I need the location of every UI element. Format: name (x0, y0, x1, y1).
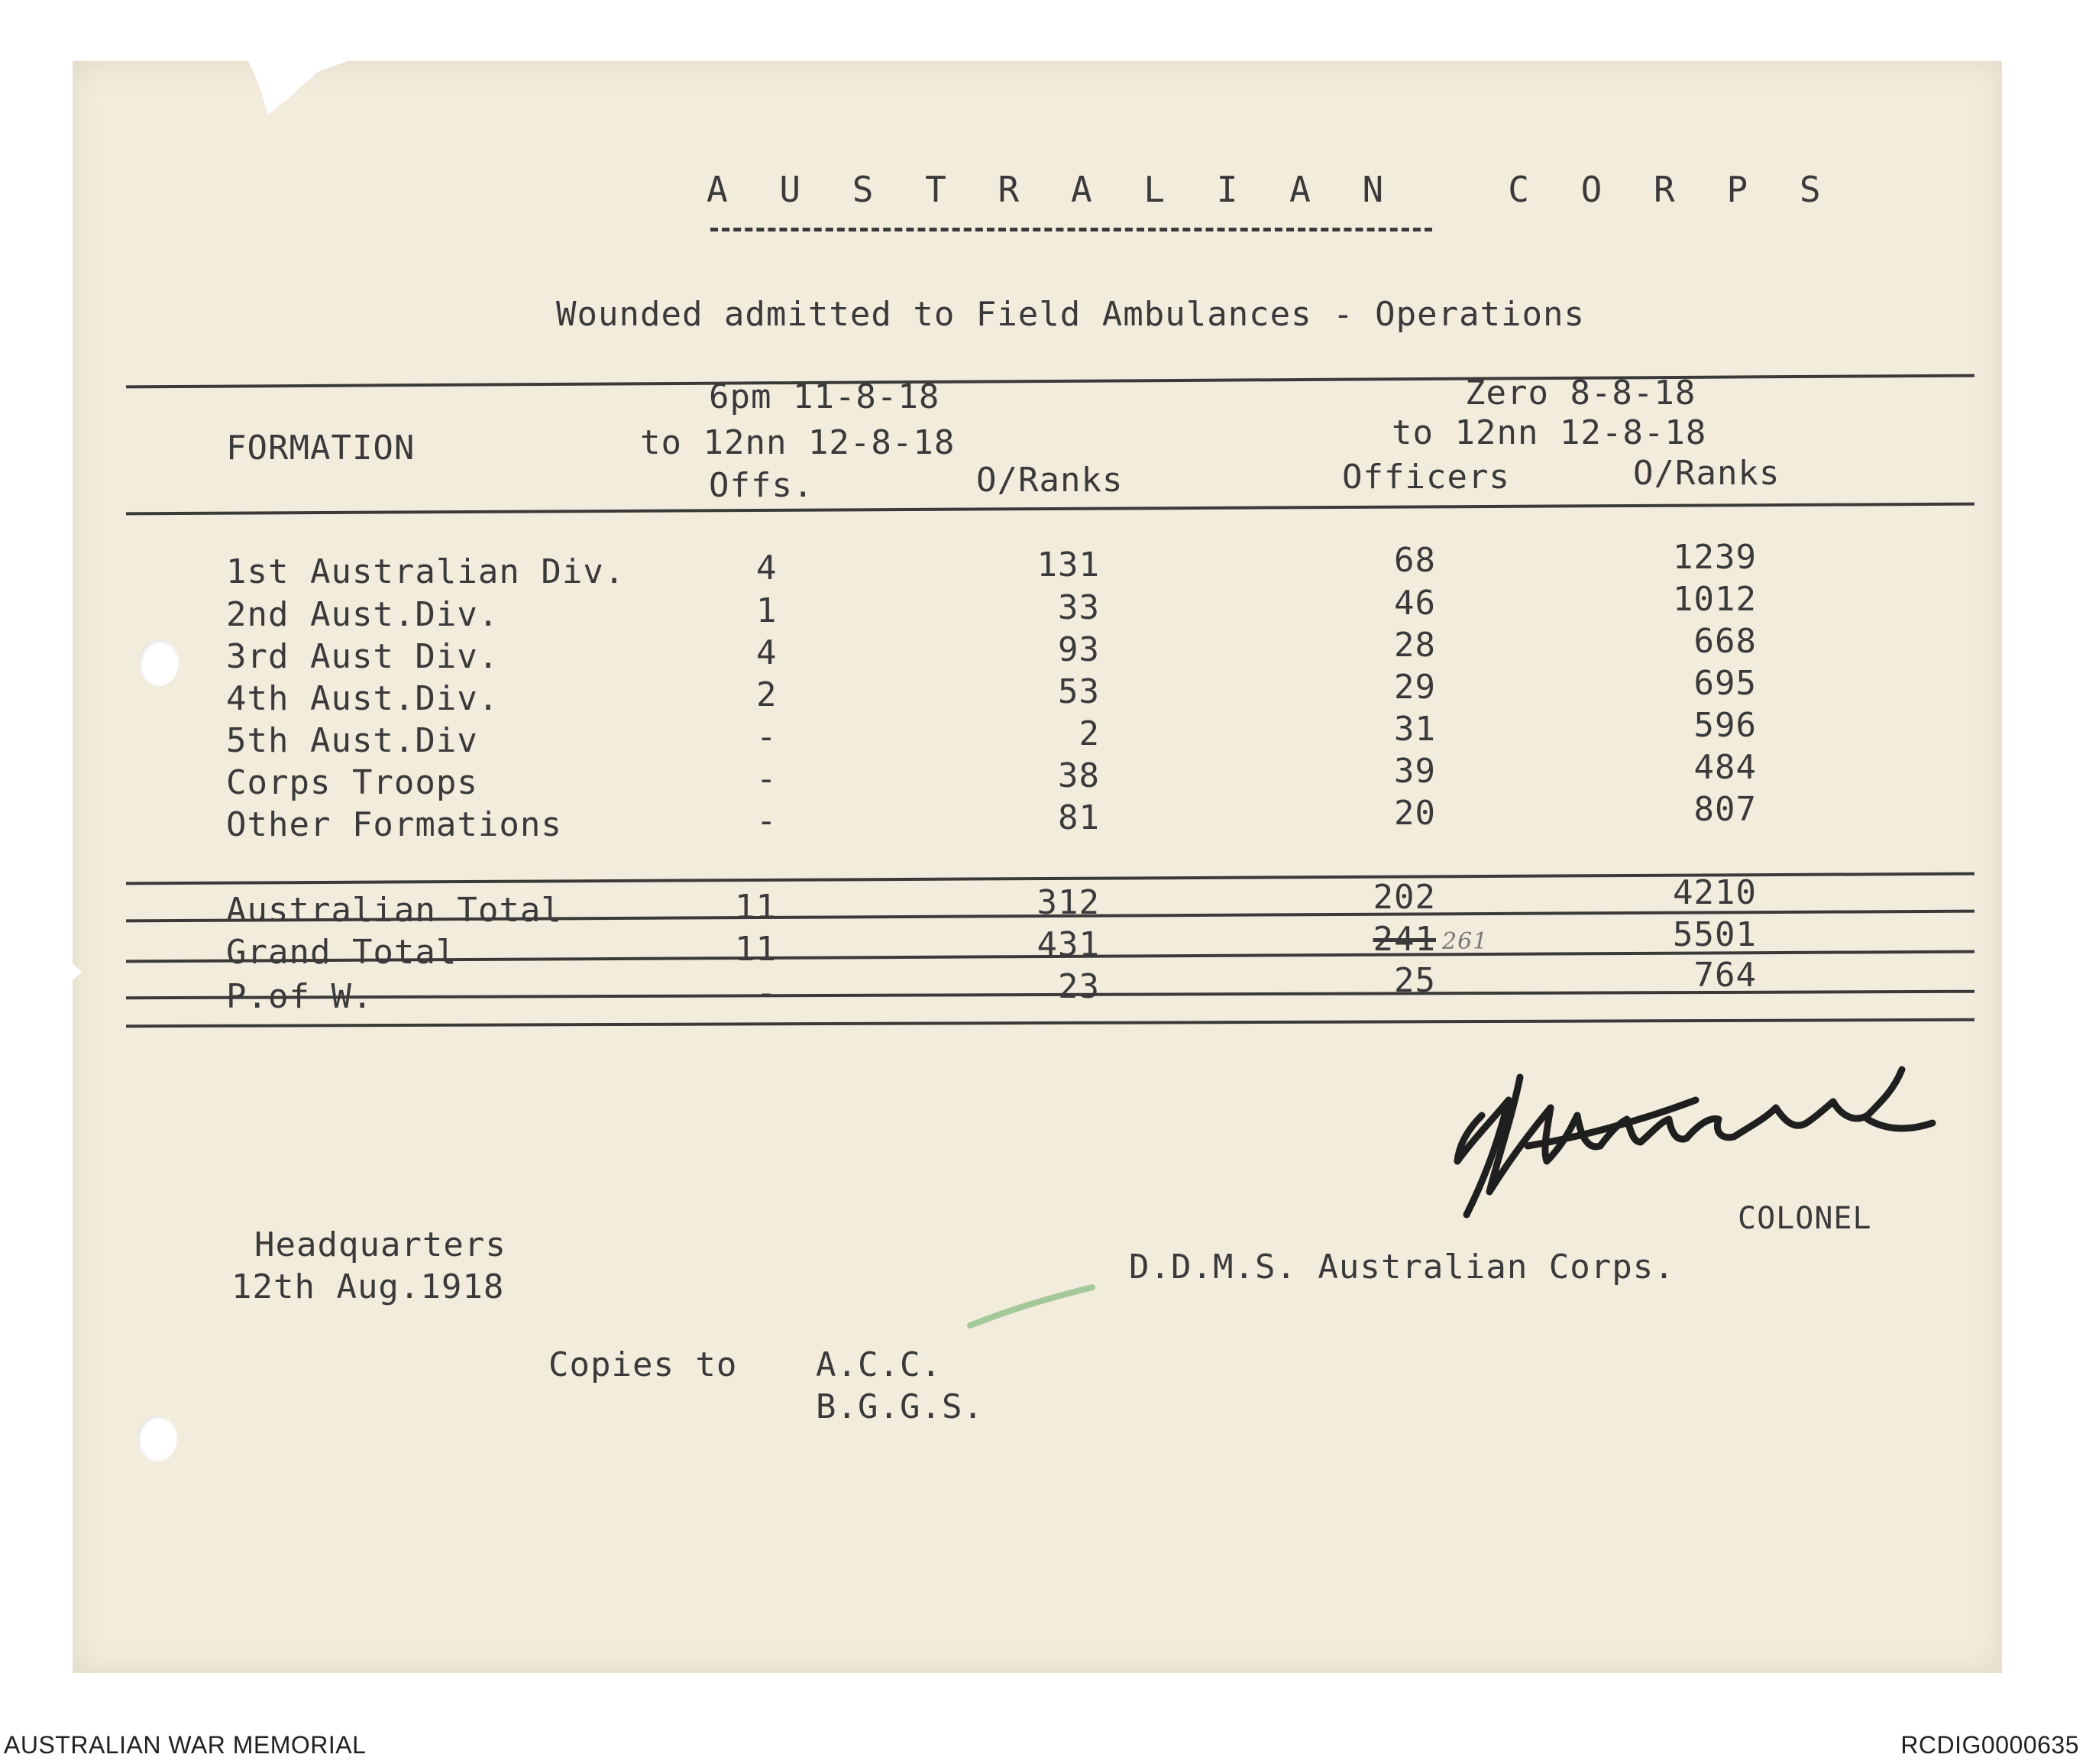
total-formation: Australian Total (226, 891, 562, 930)
header-period1-col1: Offs. (709, 466, 814, 505)
row-offs: - (756, 759, 778, 798)
footer-id: RCDIG0000635 (1900, 1731, 2079, 1759)
total-officers: 202 (1373, 878, 1436, 917)
total-oranks2: 764 (1693, 956, 1757, 995)
row-officers: 46 (1394, 584, 1436, 623)
total-formation: P.of W. (226, 977, 374, 1016)
hq-date: 12th Aug.1918 (231, 1267, 505, 1306)
header-period2-line2: to 12nn 12-8-18 (1392, 413, 1707, 452)
title-underline (710, 228, 1432, 231)
header-formation: FORMATION (226, 429, 416, 468)
row-offs: 4 (756, 549, 778, 587)
punch-hole-bottom (137, 1416, 177, 1461)
copies-label: Copies to (548, 1345, 738, 1384)
row-formation: 1st Australian Div. (226, 552, 626, 591)
total-officers: 241 (1373, 920, 1436, 959)
copies-recipient-1: A.C.C. (816, 1345, 942, 1384)
hq-label: Headquarters (254, 1225, 506, 1264)
header-period1-line1: 6pm 11-8-18 (709, 377, 940, 416)
row-formation: 5th Aust.Div (226, 721, 478, 760)
row-officers: 39 (1394, 752, 1436, 791)
document-subtitle: Wounded admitted to Field Ambulances - Operations (556, 295, 1586, 334)
total-offs: 11 (735, 930, 777, 969)
footer-source: AUSTRALIAN WAR MEMORIAL (4, 1731, 367, 1759)
signature (1436, 1047, 1986, 1230)
row-formation: 3rd Aust Div. (226, 637, 500, 676)
header-period1-line2: to 12nn 12-8-18 (640, 423, 956, 462)
total-oranks: 312 (1037, 883, 1100, 922)
row-offs: 4 (756, 633, 778, 672)
row-oranks2: 668 (1693, 622, 1757, 661)
total-oranks: 431 (1037, 925, 1100, 964)
green-pencil-mark (962, 1283, 1100, 1329)
total-oranks2: 4210 (1673, 873, 1757, 912)
document-title: A U S T R A L I A N C O R P S (707, 169, 1836, 210)
header-period1-col2: O/Ranks (976, 461, 1124, 500)
row-oranks2: 484 (1693, 748, 1757, 787)
row-officers: 28 (1394, 626, 1436, 665)
row-offs: 1 (756, 591, 778, 630)
punch-hole-top (139, 640, 179, 686)
header-period2-col2: O/Ranks (1633, 454, 1780, 493)
row-oranks: 81 (1058, 798, 1100, 837)
header-period2-line1: Zero 8-8-18 (1465, 374, 1696, 413)
row-oranks: 131 (1037, 545, 1100, 584)
total-formation: Grand Total (226, 933, 458, 972)
row-oranks2: 596 (1693, 706, 1757, 745)
row-offs: - (756, 717, 778, 756)
total-oranks: 23 (1058, 967, 1100, 1006)
row-officers: 68 (1394, 541, 1436, 580)
row-oranks: 38 (1058, 756, 1100, 795)
row-officers: 31 (1394, 710, 1436, 749)
row-oranks: 2 (1079, 714, 1100, 753)
officers-handwritten-correction: 261 (1442, 928, 1489, 955)
row-oranks2: 1012 (1673, 580, 1757, 619)
signature-rank: COLONEL (1738, 1201, 1872, 1236)
row-offs: - (756, 801, 778, 840)
row-officers: 20 (1394, 794, 1436, 833)
row-formation: 2nd Aust.Div. (226, 595, 500, 634)
row-officers: 29 (1394, 668, 1436, 707)
row-oranks2: 1239 (1673, 538, 1757, 577)
row-oranks: 33 (1058, 588, 1100, 627)
signature-office: D.D.M.S. Australian Corps. (1129, 1248, 1675, 1287)
total-officers: 25 (1394, 961, 1436, 1000)
total-offs: 11 (735, 888, 777, 927)
row-oranks: 93 (1058, 630, 1100, 669)
row-oranks2: 807 (1693, 790, 1757, 829)
total-oranks2: 5501 (1673, 915, 1757, 954)
copies-recipient-2: B.G.G.S. (816, 1387, 984, 1426)
row-offs: 2 (756, 675, 778, 714)
total-offs: - (756, 973, 778, 1012)
header-period2-col1: Officers (1342, 458, 1510, 497)
row-formation: Other Formations (226, 805, 562, 844)
row-oranks: 53 (1058, 672, 1100, 711)
row-formation: 4th Aust.Div. (226, 679, 500, 718)
row-oranks2: 695 (1693, 664, 1757, 703)
row-formation: Corps Troops (226, 763, 478, 802)
